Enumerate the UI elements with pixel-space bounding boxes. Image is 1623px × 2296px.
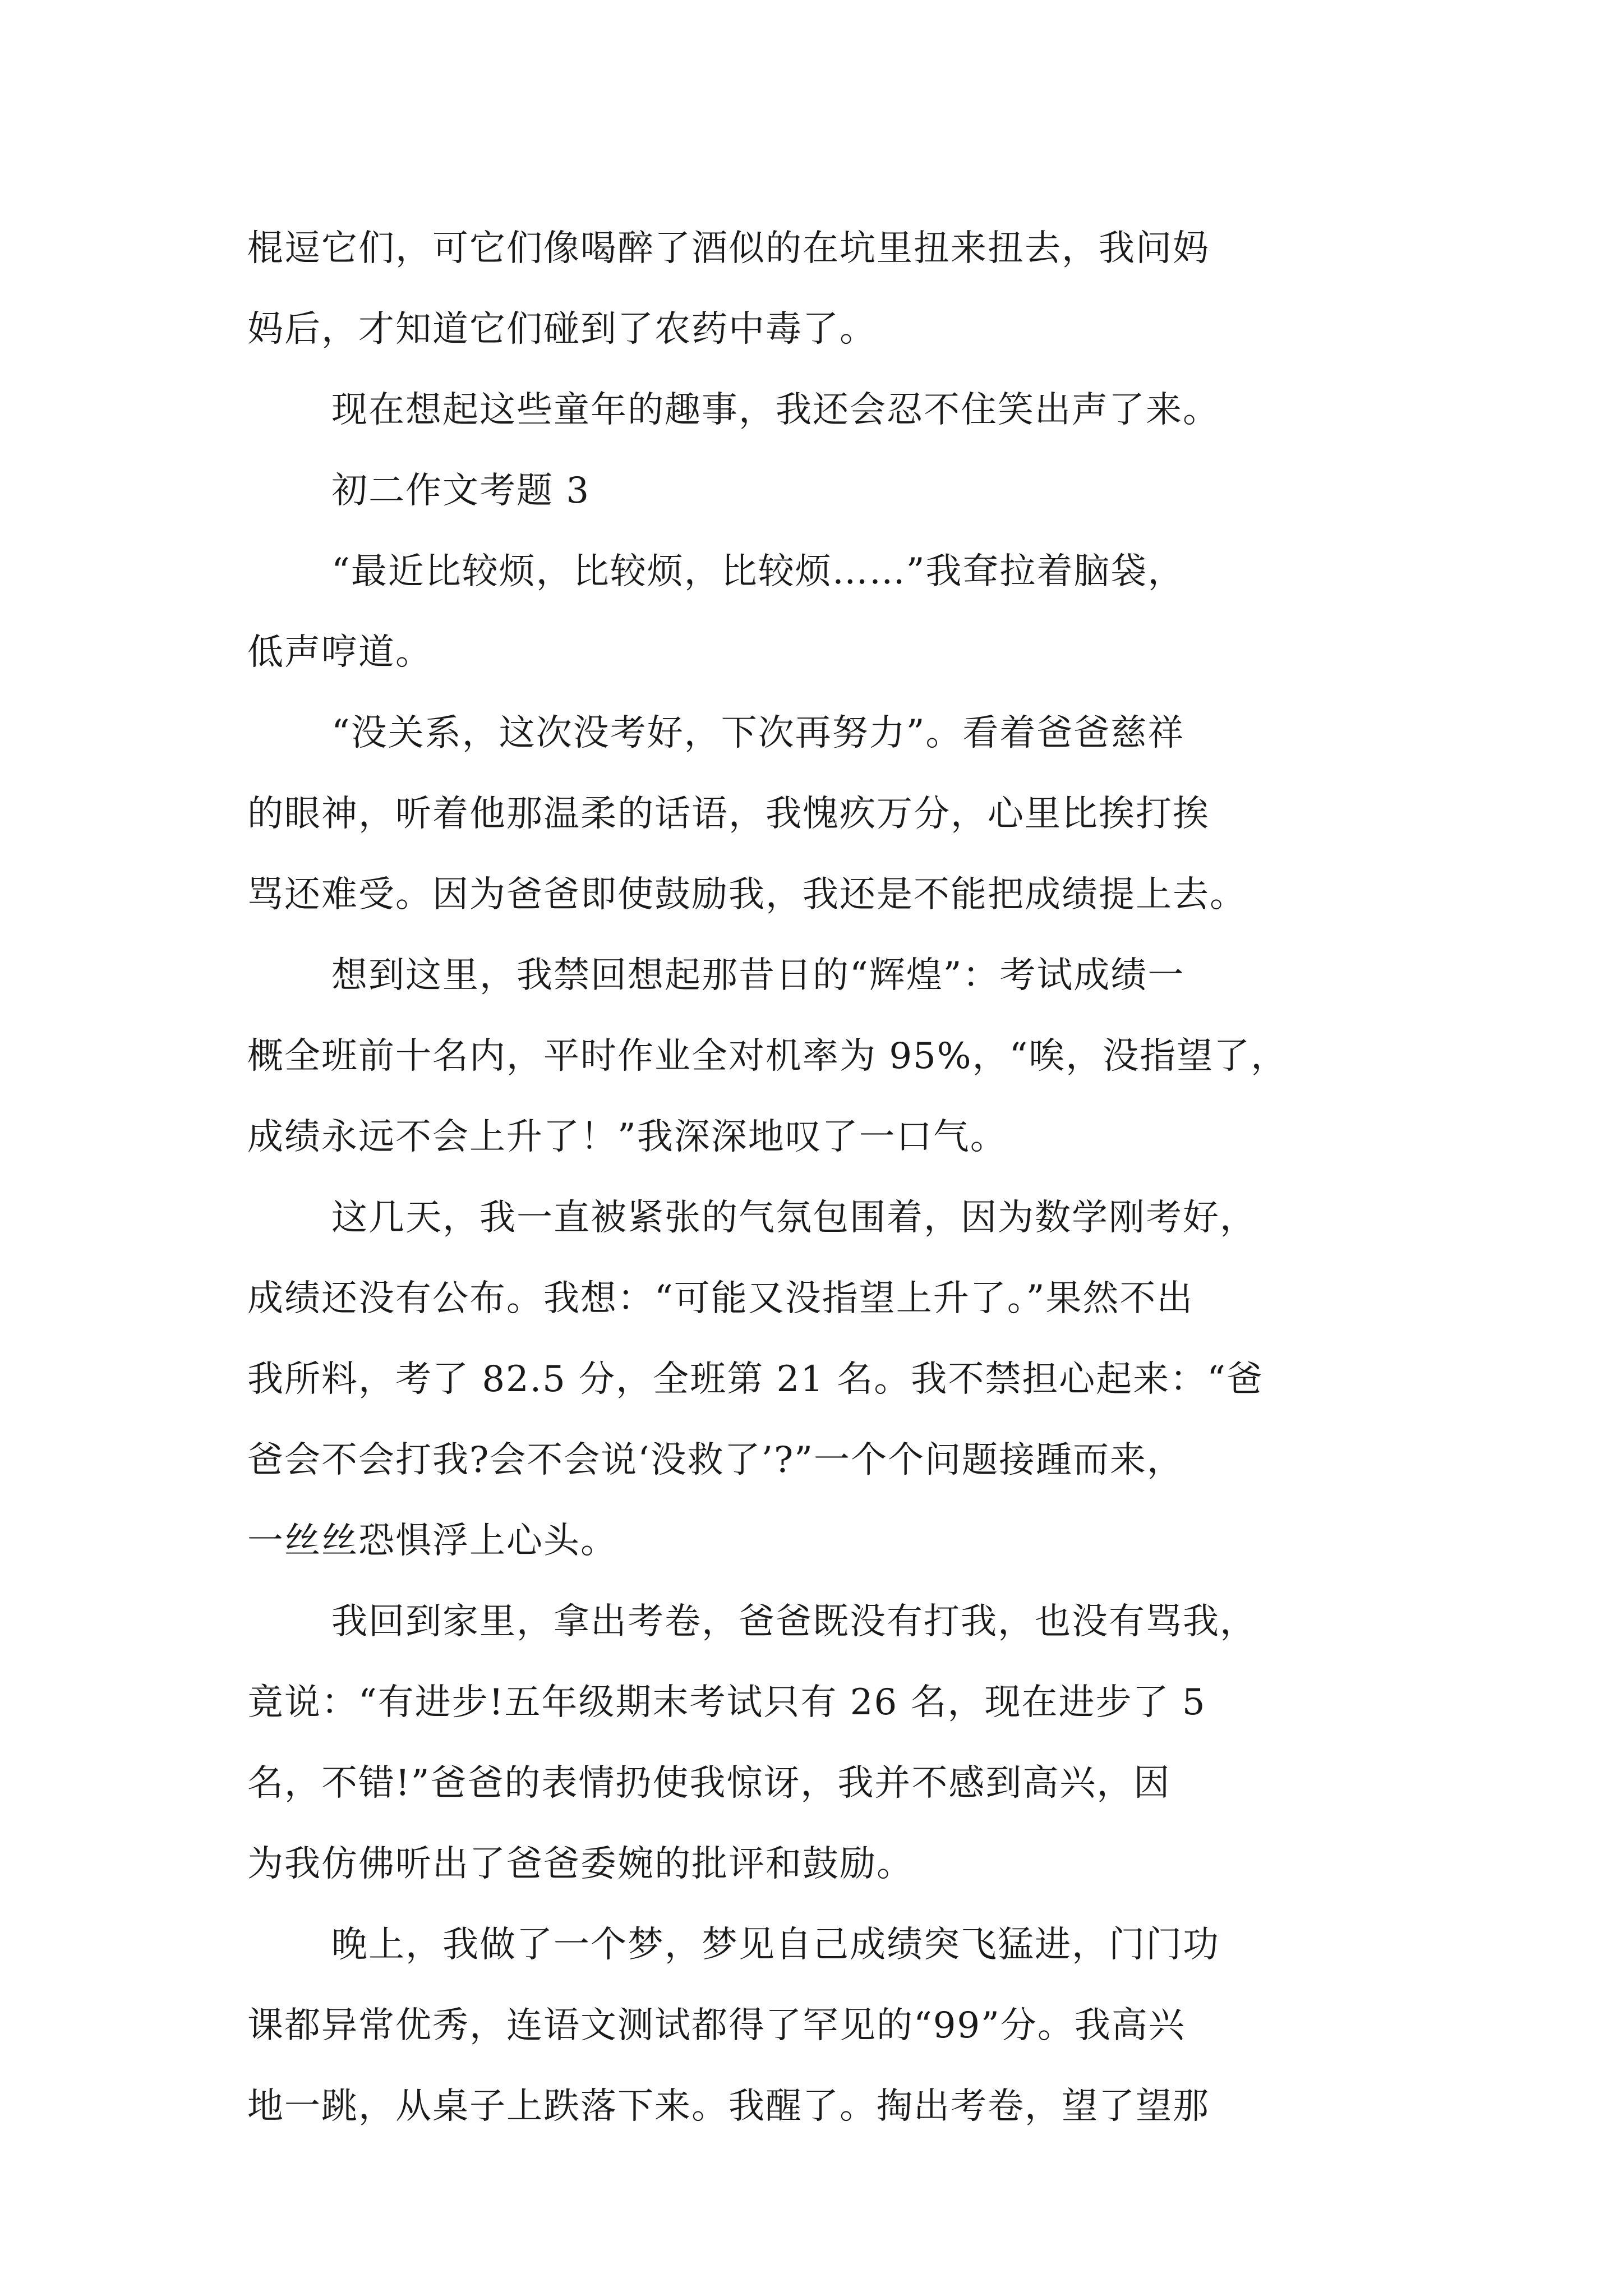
essay-body <box>247 208 1380 2147</box>
text-line: “没关系，这次没考好，下次再努力”。看着爸爸慈祥 <box>331 712 1185 754</box>
text-line: 课都异常优秀，连语文测试都得了罕见的“99”分。我高兴 <box>247 2005 1186 2046</box>
text-line: 的眼神，听着他那温柔的话语，我愧疚万分，心里比挨打挨 <box>247 793 1210 835</box>
text-line: 为我仿佛听出了爸爸委婉的批评和鼓励。 <box>247 1843 914 1885</box>
text-line: 这几天，我一直被紧张的气氛包围着，因为数学刚考好， <box>331 1197 1257 1239</box>
text-line: “最近比较烦，比较烦，比较烦……”我耷拉着脑袋， <box>331 551 1185 592</box>
text-line: 现在想起这些童年的趣事，我还会忍不住笑出声了来。 <box>331 389 1220 431</box>
text-line: 妈后，才知道它们碰到了农药中毒了。 <box>247 309 877 350</box>
text-line: 棍逗它们，可它们像喝醉了酒似的在坑里扭来扭去，我问妈 <box>247 228 1210 269</box>
text-line: 我回到家里，拿出考卷，爸爸既没有打我，也没有骂我， <box>331 1601 1257 1642</box>
text-line: 成绩永远不会上升了！”我深深地叹了一口气。 <box>247 1116 1007 1158</box>
text-line: 骂还难受。因为爸爸即使鼓励我，我还是不能把成绩提上去。 <box>247 874 1247 915</box>
text-line: 名，不错!”爸爸的表情扔使我惊讶，我并不感到高兴，因 <box>247 1763 1171 1804</box>
section-heading: 初二作文考题 3 <box>331 470 591 512</box>
text-line: 概全班前十名内，平时作业全对机率为 95%，“唉，没指望了， <box>247 1036 1288 1077</box>
text-line: 一丝丝恐惧浮上心头。 <box>247 1520 617 1562</box>
text-line: 地一跳，从桌子上跌落下来。我醒了。掏出考卷，望了望那 <box>247 2086 1210 2127</box>
text-line: 晚上，我做了一个梦，梦见自己成绩突飞猛进，门门功 <box>331 1924 1220 1966</box>
text-line: 想到这里，我禁回想起那昔日的“辉煌”：考试成绩一 <box>331 955 1185 996</box>
text-line: 爸会不会打我?会不会说‘没救了’?”一个个问题接踵而来， <box>247 1439 1184 1481</box>
text-line: 我所料，考了 82.5 分，全班第 21 名。我不禁担心起来：“爸 <box>247 1359 1264 1400</box>
text-line: 成绩还没有公布。我想：“可能又没指望上升了。”果然不出 <box>247 1278 1194 1319</box>
text-line: 低声哼道。 <box>247 632 432 673</box>
text-line: 竟说：“有进步!五年级期末考试只有 26 名，现在进步了 5 <box>247 1682 1206 1723</box>
